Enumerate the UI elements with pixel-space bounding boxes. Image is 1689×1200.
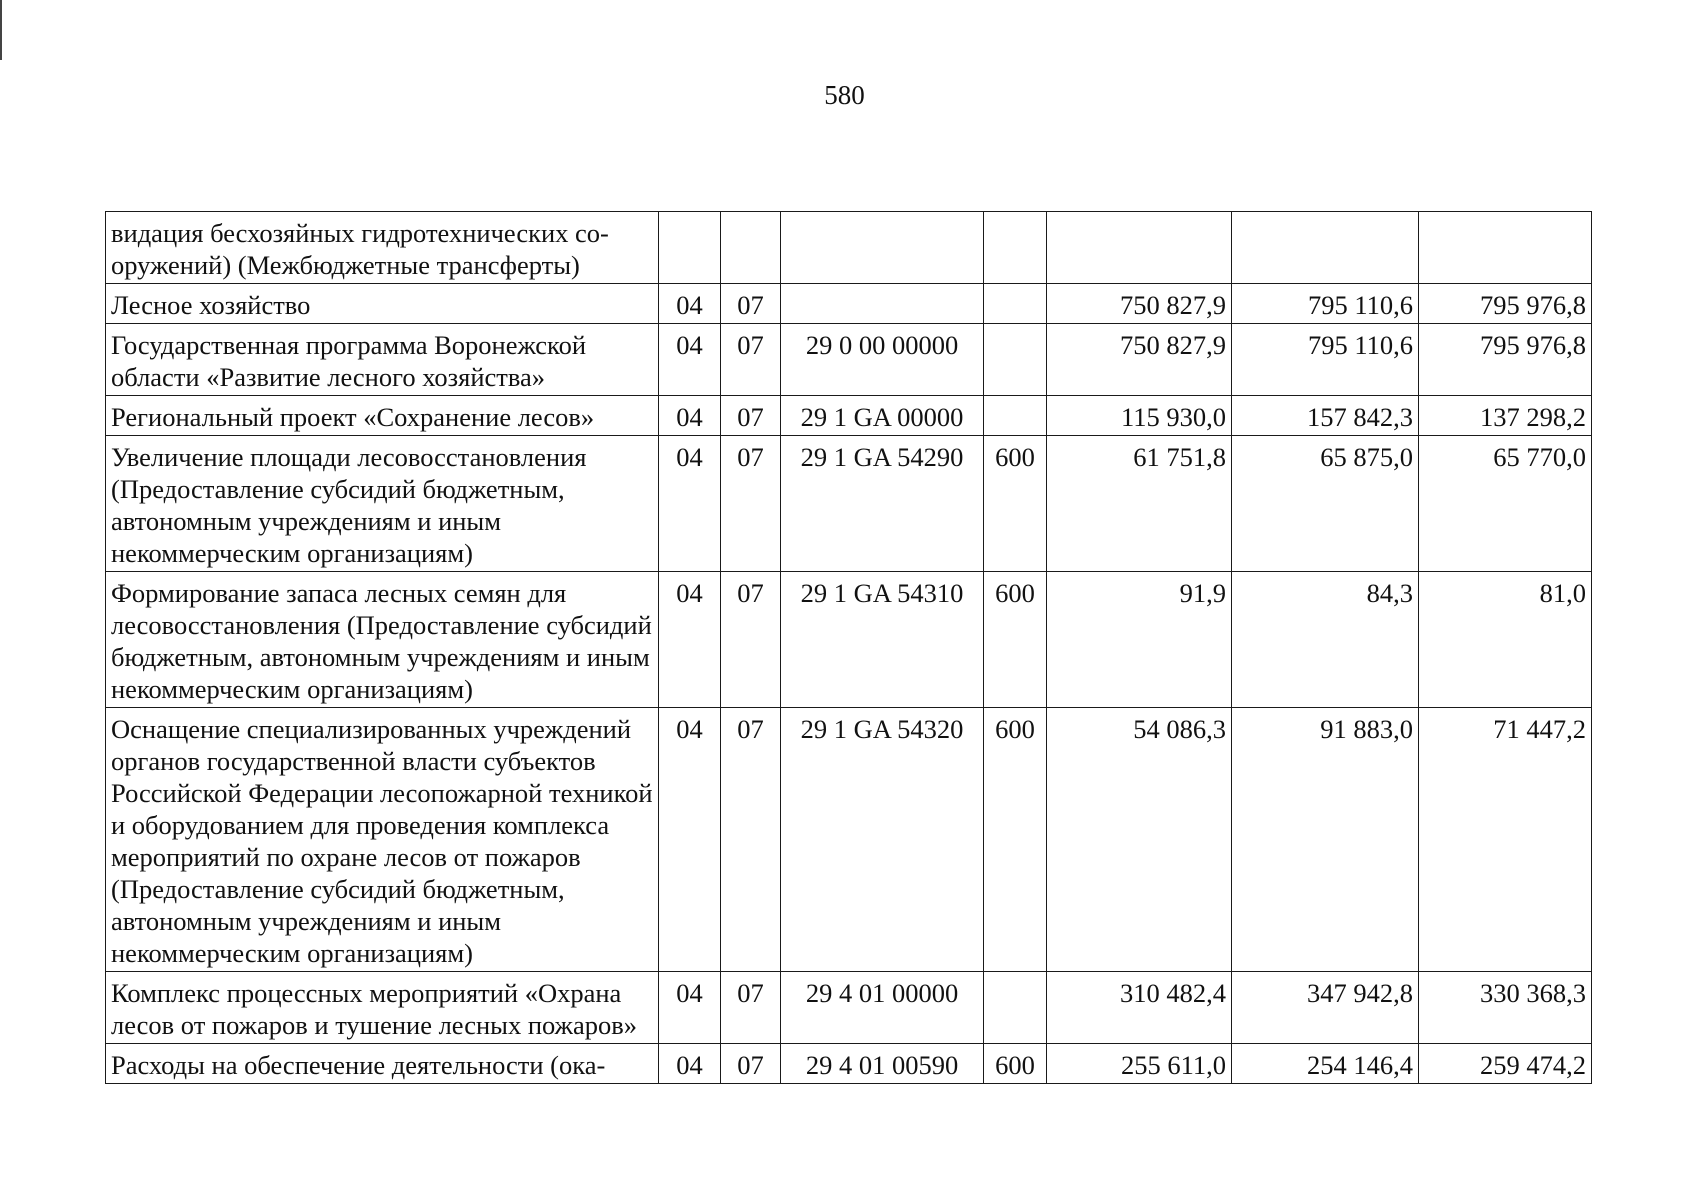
subsection-code-cell: 07 <box>721 436 781 572</box>
subsection-code-cell: 07 <box>721 572 781 708</box>
section-code-cell: 04 <box>659 324 721 396</box>
amount-year3-cell: 795 976,8 <box>1419 324 1592 396</box>
expense-type-cell: 600 <box>984 1044 1047 1084</box>
table-row <box>106 324 1592 396</box>
row-name-cell: Оснащение специализированных учреждений органов государственной власти субъектов Российской Федерации лесопожарной техникой и оборудованием для проведения комплекса мероприятий по охране лесов от пожаров (Предоставление субсидий бюджетным, автономным учреждениям и иным некоммерческим организациям) <box>106 708 659 972</box>
target-article-cell: 29 4 01 00000 <box>781 972 984 1044</box>
row-name-cell: Формирование запаса лесных семян для лесовосстановления (Предоставление субсидий бюджетным, автономным учреждениям и иным некоммерческим организациям) <box>106 572 659 708</box>
expense-type-cell: 600 <box>984 708 1047 972</box>
page-number: 580 <box>824 80 865 110</box>
amount-year3-cell: 330 368,3 <box>1419 972 1592 1044</box>
amount-year2-cell: 254 146,4 <box>1232 1044 1419 1084</box>
section-code-cell: 04 <box>659 972 721 1044</box>
expense-type-cell <box>984 972 1047 1044</box>
amount-year3-cell: 65 770,0 <box>1419 436 1592 572</box>
target-article-cell: 29 1 GA 54290 <box>781 436 984 572</box>
section-code-cell: 04 <box>659 396 721 436</box>
target-article-cell: 29 4 01 00590 <box>781 1044 984 1084</box>
row-name-cell: Расходы на обеспечение деятельности (ока- <box>106 1044 659 1084</box>
section-code-cell: 04 <box>659 284 721 324</box>
amount-year2-cell: 795 110,6 <box>1232 284 1419 324</box>
row-name-cell: Лесное хозяйство <box>106 284 659 324</box>
section-code-cell: 04 <box>659 708 721 972</box>
amount-year1-cell: 750 827,9 <box>1047 284 1232 324</box>
amount-year3-cell: 795 976,8 <box>1419 284 1592 324</box>
amount-year1-cell: 54 086,3 <box>1047 708 1232 972</box>
amount-year3-cell: 137 298,2 <box>1419 396 1592 436</box>
amount-year3-cell <box>1419 212 1592 284</box>
expense-type-cell <box>984 324 1047 396</box>
table-row <box>106 212 1592 284</box>
subsection-code-cell: 07 <box>721 1044 781 1084</box>
budget-table <box>105 211 1592 1084</box>
target-article-cell <box>781 284 984 324</box>
subsection-code-cell: 07 <box>721 396 781 436</box>
amount-year3-cell: 81,0 <box>1419 572 1592 708</box>
target-article-cell: 29 1 GA 54320 <box>781 708 984 972</box>
target-article-cell: 29 1 GA 54310 <box>781 572 984 708</box>
scan-edge-mark <box>0 0 2 60</box>
table-row <box>106 436 1592 572</box>
expense-type-cell: 600 <box>984 436 1047 572</box>
subsection-code-cell <box>721 212 781 284</box>
amount-year2-cell: 65 875,0 <box>1232 436 1419 572</box>
amount-year3-cell: 259 474,2 <box>1419 1044 1592 1084</box>
row-name-cell: Комплекс процессных мероприятий «Охрана лесов от пожаров и тушение лесных пожаров» <box>106 972 659 1044</box>
amount-year2-cell: 347 942,8 <box>1232 972 1419 1044</box>
amount-year1-cell: 115 930,0 <box>1047 396 1232 436</box>
amount-year2-cell: 91 883,0 <box>1232 708 1419 972</box>
amount-year1-cell: 750 827,9 <box>1047 324 1232 396</box>
section-code-cell: 04 <box>659 572 721 708</box>
expense-type-cell: 600 <box>984 572 1047 708</box>
table-row <box>106 396 1592 436</box>
expense-type-cell <box>984 212 1047 284</box>
table-row <box>106 572 1592 708</box>
table-row <box>106 708 1592 972</box>
expense-type-cell <box>984 284 1047 324</box>
subsection-code-cell: 07 <box>721 284 781 324</box>
amount-year1-cell: 91,9 <box>1047 572 1232 708</box>
table-row <box>106 284 1592 324</box>
expense-type-cell <box>984 396 1047 436</box>
amount-year1-cell: 310 482,4 <box>1047 972 1232 1044</box>
table-row <box>106 1044 1592 1084</box>
amount-year2-cell: 157 842,3 <box>1232 396 1419 436</box>
row-name-cell: Региональный проект «Сохранение лесов» <box>106 396 659 436</box>
amount-year1-cell: 61 751,8 <box>1047 436 1232 572</box>
row-name-cell: видация бесхозяйных гидротехнических со-оружений) (Межбюджетные трансферты) <box>106 212 659 284</box>
amount-year1-cell <box>1047 212 1232 284</box>
row-name-cell: Государственная программа Воронежской области «Развитие лесного хозяйства» <box>106 324 659 396</box>
target-article-cell: 29 0 00 00000 <box>781 324 984 396</box>
amount-year2-cell: 84,3 <box>1232 572 1419 708</box>
table-row <box>106 972 1592 1044</box>
amount-year2-cell <box>1232 212 1419 284</box>
subsection-code-cell: 07 <box>721 972 781 1044</box>
amount-year2-cell: 795 110,6 <box>1232 324 1419 396</box>
section-code-cell: 04 <box>659 436 721 572</box>
section-code-cell <box>659 212 721 284</box>
subsection-code-cell: 07 <box>721 708 781 972</box>
amount-year3-cell: 71 447,2 <box>1419 708 1592 972</box>
target-article-cell <box>781 212 984 284</box>
subsection-code-cell: 07 <box>721 324 781 396</box>
target-article-cell: 29 1 GA 00000 <box>781 396 984 436</box>
amount-year1-cell: 255 611,0 <box>1047 1044 1232 1084</box>
section-code-cell: 04 <box>659 1044 721 1084</box>
row-name-cell: Увеличение площади лесовосстановления (Предоставление субсидий бюджетным, автономным учреждениям и иным некоммерческим организациям) <box>106 436 659 572</box>
